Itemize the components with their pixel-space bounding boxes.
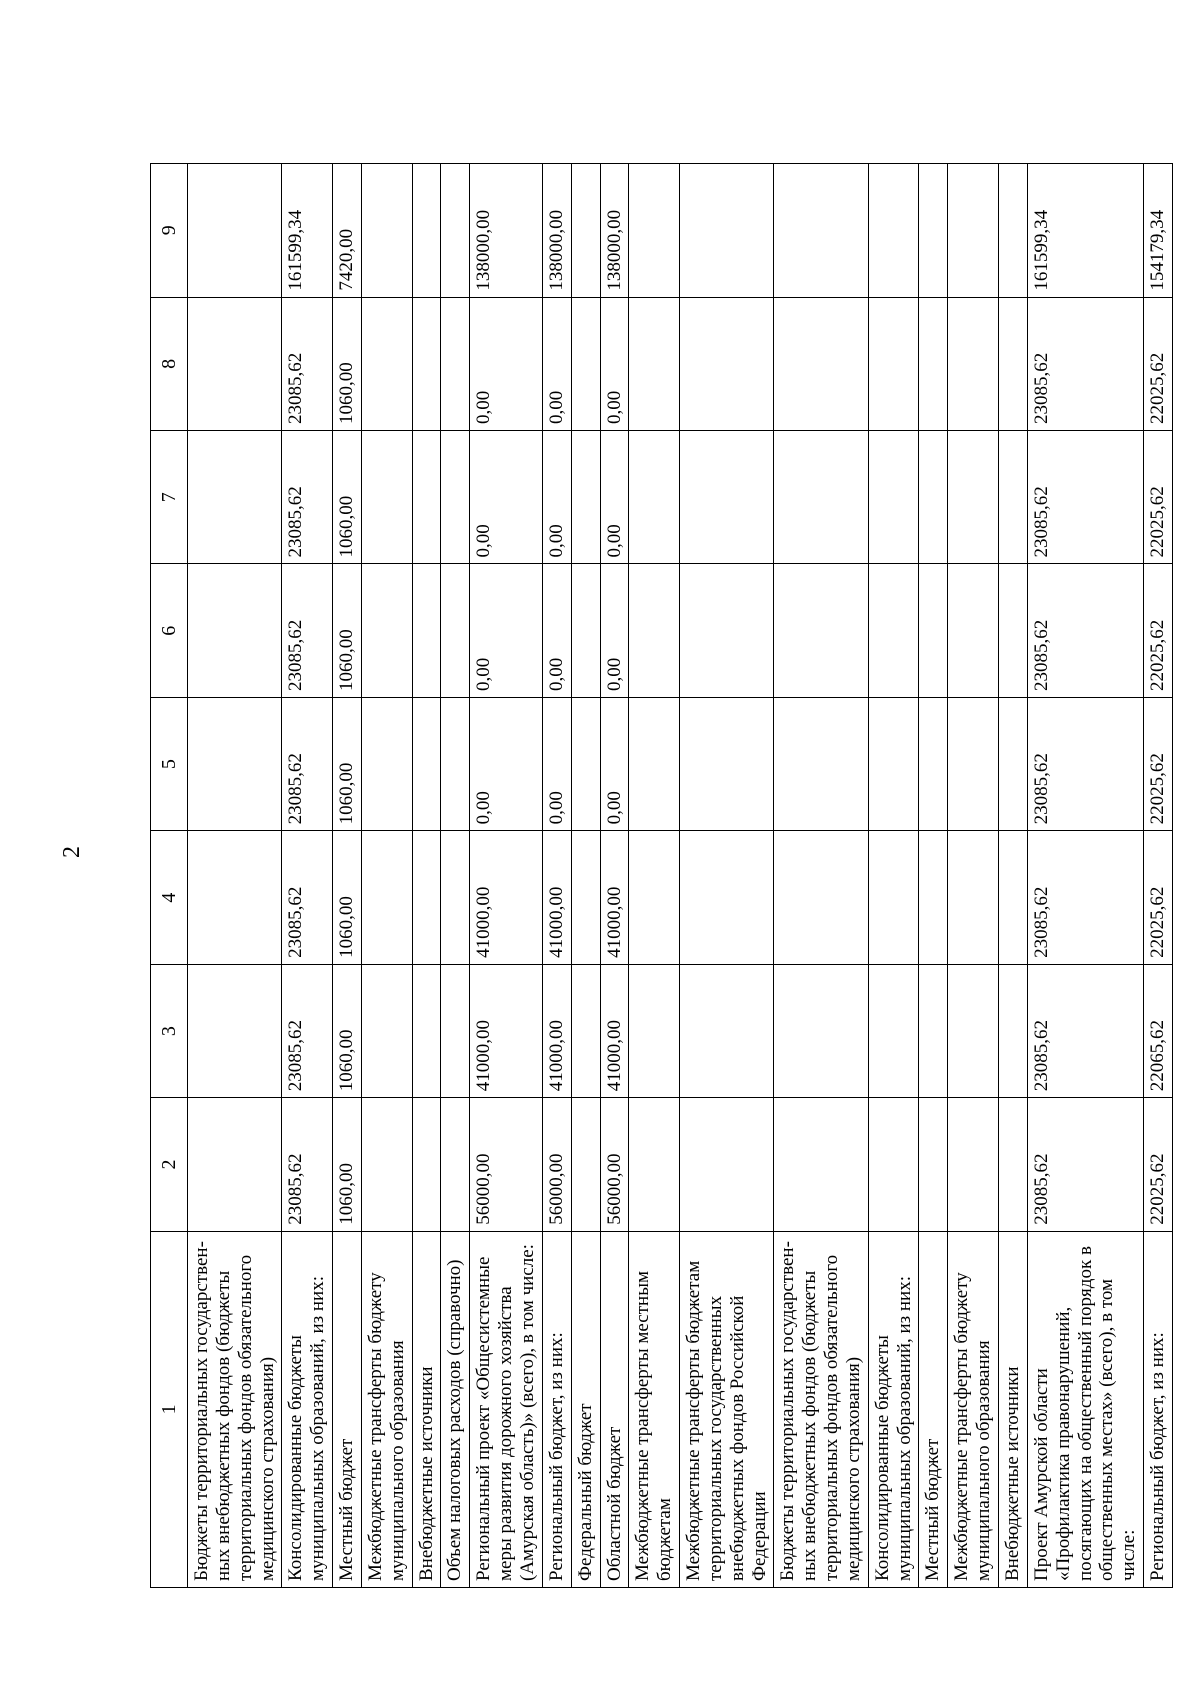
value-cell: 1060,00 <box>333 431 362 564</box>
table-row <box>948 164 999 1588</box>
value-cell <box>629 831 680 964</box>
value-cell: 22025,62 <box>1144 831 1173 964</box>
value-cell <box>441 697 470 830</box>
table-row <box>188 164 282 1588</box>
value-cell: 23085,62 <box>282 564 333 697</box>
value-cell <box>412 164 441 298</box>
value-cell: 161599,34 <box>1027 164 1143 298</box>
value-cell: 41000,00 <box>470 831 543 964</box>
table-row <box>412 164 441 1588</box>
value-cell: 41000,00 <box>542 964 571 1097</box>
value-cell: 41000,00 <box>542 831 571 964</box>
value-cell: 56000,00 <box>600 1098 629 1231</box>
value-cell <box>629 1098 680 1231</box>
value-cell <box>571 697 600 830</box>
value-cell <box>188 297 282 430</box>
value-cell: 0,00 <box>470 431 543 564</box>
value-cell <box>629 564 680 697</box>
value-cell <box>361 1098 412 1231</box>
value-cell <box>919 297 948 430</box>
value-cell: 23085,62 <box>282 1098 333 1231</box>
value-cell: 22025,62 <box>1144 697 1173 830</box>
column-header-9: 9 <box>151 164 188 298</box>
value-cell: 1060,00 <box>333 1098 362 1231</box>
table-row <box>999 164 1028 1588</box>
value-cell <box>868 697 919 830</box>
value-cell: 1060,00 <box>333 564 362 697</box>
value-cell <box>361 297 412 430</box>
value-cell: 138000,00 <box>600 164 629 298</box>
value-cell <box>361 831 412 964</box>
row-label: Внебюджетные источники <box>412 1231 441 1587</box>
table-body <box>188 164 1173 1588</box>
value-cell <box>919 431 948 564</box>
value-cell <box>188 164 282 298</box>
value-cell <box>868 1098 919 1231</box>
row-label: Консолидированные бюджеты муниципальных образований, из них: <box>282 1231 333 1587</box>
row-label: Проект Амурской области «Профилактика правонарушений, посягающих на общественный порядок в общественных местах» (всего), в том числе: <box>1027 1231 1143 1587</box>
value-cell <box>999 697 1028 830</box>
value-cell: 1060,00 <box>333 297 362 430</box>
value-cell: 41000,00 <box>600 964 629 1097</box>
value-cell: 56000,00 <box>470 1098 543 1231</box>
table-row <box>629 164 680 1588</box>
value-cell: 56000,00 <box>542 1098 571 1231</box>
column-header-4: 4 <box>151 831 188 964</box>
table-row <box>1027 164 1143 1588</box>
value-cell <box>999 831 1028 964</box>
value-cell <box>441 1098 470 1231</box>
value-cell: 138000,00 <box>470 164 543 298</box>
value-cell <box>948 431 999 564</box>
value-cell: 0,00 <box>542 297 571 430</box>
value-cell <box>948 164 999 298</box>
row-label: Федеральный бюджет <box>571 1231 600 1587</box>
value-cell <box>948 964 999 1097</box>
value-cell: 22025,62 <box>1144 431 1173 564</box>
value-cell <box>188 831 282 964</box>
row-label: Бюджеты территориальных государствен-ных внебюджетных фондов (бюджеты территориальных фондов обязательного медицинского страхования) <box>774 1231 868 1587</box>
value-cell: 23085,62 <box>1027 297 1143 430</box>
column-header-3: 3 <box>151 964 188 1097</box>
value-cell: 0,00 <box>600 431 629 564</box>
value-cell: 23085,62 <box>282 297 333 430</box>
table-row <box>441 164 470 1588</box>
value-cell <box>571 164 600 298</box>
row-label: Межбюджетные трансферты бюджетам территориальных государственных внебюджетных фондов Российской Федерации <box>680 1231 774 1587</box>
value-cell: 0,00 <box>600 564 629 697</box>
value-cell <box>868 831 919 964</box>
table-row <box>868 164 919 1588</box>
value-cell <box>441 297 470 430</box>
value-cell: 41000,00 <box>600 831 629 964</box>
value-cell <box>774 831 868 964</box>
table-row <box>571 164 600 1588</box>
value-cell <box>868 297 919 430</box>
value-cell <box>999 297 1028 430</box>
value-cell: 23085,62 <box>1027 1098 1143 1231</box>
value-cell: 0,00 <box>470 297 543 430</box>
table-row <box>333 164 362 1588</box>
value-cell <box>680 697 774 830</box>
row-label: Внебюджетные источники <box>999 1231 1028 1587</box>
value-cell <box>571 564 600 697</box>
value-cell: 22025,62 <box>1144 1098 1173 1231</box>
value-cell: 0,00 <box>600 697 629 830</box>
value-cell: 41000,00 <box>470 964 543 1097</box>
value-cell <box>919 1098 948 1231</box>
value-cell <box>188 431 282 564</box>
page-number: 2 <box>59 846 85 858</box>
column-header-6: 6 <box>151 564 188 697</box>
column-header-8: 8 <box>151 297 188 430</box>
value-cell <box>361 564 412 697</box>
value-cell <box>188 697 282 830</box>
column-header-2: 2 <box>151 1098 188 1231</box>
value-cell <box>629 297 680 430</box>
value-cell <box>441 831 470 964</box>
value-cell: 0,00 <box>542 431 571 564</box>
column-header-5: 5 <box>151 697 188 830</box>
row-label: Межбюджетные трансферты бюджету муниципального образования <box>361 1231 412 1587</box>
value-cell <box>919 964 948 1097</box>
row-label: Местный бюджет <box>919 1231 948 1587</box>
value-cell <box>948 1098 999 1231</box>
value-cell <box>412 697 441 830</box>
value-cell <box>774 564 868 697</box>
table-row <box>774 164 868 1588</box>
row-label: Межбюджетные трансферты бюджету муниципального образования <box>948 1231 999 1587</box>
value-cell <box>948 697 999 830</box>
value-cell <box>412 1098 441 1231</box>
value-cell <box>629 964 680 1097</box>
row-label: Областной бюджет <box>600 1231 629 1587</box>
value-cell: 1060,00 <box>333 964 362 1097</box>
table-row <box>361 164 412 1588</box>
value-cell: 0,00 <box>470 564 543 697</box>
value-cell <box>919 564 948 697</box>
value-cell <box>868 431 919 564</box>
value-cell <box>571 1098 600 1231</box>
value-cell <box>680 1098 774 1231</box>
value-cell: 22065,62 <box>1144 964 1173 1097</box>
value-cell: 23085,62 <box>1027 564 1143 697</box>
value-cell: 161599,34 <box>282 164 333 298</box>
value-cell <box>919 831 948 964</box>
row-label: Местный бюджет <box>333 1231 362 1587</box>
value-cell <box>361 164 412 298</box>
value-cell <box>629 164 680 298</box>
value-cell: 0,00 <box>470 697 543 830</box>
value-cell <box>680 831 774 964</box>
table-row <box>470 164 543 1588</box>
budget-table <box>150 163 1173 1588</box>
value-cell <box>999 964 1028 1097</box>
row-label: Бюджеты территориальных государствен-ных внебюджетных фондов (бюджеты территориальных фондов обязательного медицинского страхования) <box>188 1231 282 1587</box>
value-cell: 1060,00 <box>333 831 362 964</box>
table-row <box>600 164 629 1588</box>
value-cell <box>188 964 282 1097</box>
budget-table-container <box>150 163 1169 1588</box>
value-cell <box>412 964 441 1097</box>
table-row <box>282 164 333 1588</box>
row-label: Региональный бюджет, из них: <box>1144 1231 1173 1587</box>
value-cell: 1060,00 <box>333 697 362 830</box>
value-cell <box>999 164 1028 298</box>
table-header-row <box>151 164 188 1588</box>
value-cell <box>680 164 774 298</box>
value-cell <box>948 564 999 697</box>
value-cell <box>868 564 919 697</box>
value-cell <box>441 431 470 564</box>
value-cell: 0,00 <box>600 297 629 430</box>
row-label: Межбюджетные трансферты местным бюджетам <box>629 1231 680 1587</box>
value-cell: 22025,62 <box>1144 564 1173 697</box>
row-label: Консолидированные бюджеты муниципальных образований, из них: <box>868 1231 919 1587</box>
value-cell <box>774 697 868 830</box>
value-cell <box>571 831 600 964</box>
table-row <box>919 164 948 1588</box>
value-cell <box>188 564 282 697</box>
value-cell <box>412 431 441 564</box>
row-label: Региональный бюджет, из них: <box>542 1231 571 1587</box>
value-cell: 23085,62 <box>282 831 333 964</box>
value-cell <box>571 297 600 430</box>
value-cell <box>774 1098 868 1231</box>
value-cell <box>774 964 868 1097</box>
value-cell <box>948 297 999 430</box>
value-cell <box>774 164 868 298</box>
value-cell: 138000,00 <box>542 164 571 298</box>
value-cell <box>774 431 868 564</box>
value-cell: 23085,62 <box>282 697 333 830</box>
value-cell <box>441 564 470 697</box>
value-cell: 23085,62 <box>1027 831 1143 964</box>
value-cell <box>999 431 1028 564</box>
value-cell <box>680 431 774 564</box>
column-header-7: 7 <box>151 431 188 564</box>
value-cell: 0,00 <box>542 697 571 830</box>
value-cell <box>999 564 1028 697</box>
value-cell <box>774 297 868 430</box>
value-cell: 0,00 <box>542 564 571 697</box>
value-cell <box>919 697 948 830</box>
value-cell <box>868 964 919 1097</box>
value-cell <box>571 964 600 1097</box>
table-row <box>680 164 774 1588</box>
value-cell <box>441 164 470 298</box>
value-cell <box>361 431 412 564</box>
row-label: Объем налоговых расходов (справочно) <box>441 1231 470 1587</box>
value-cell <box>919 164 948 298</box>
value-cell: 23085,62 <box>282 964 333 1097</box>
value-cell <box>629 431 680 564</box>
table-row <box>542 164 571 1588</box>
value-cell <box>680 297 774 430</box>
value-cell <box>680 964 774 1097</box>
value-cell <box>188 1098 282 1231</box>
value-cell <box>571 431 600 564</box>
value-cell: 7420,00 <box>333 164 362 298</box>
value-cell <box>948 831 999 964</box>
value-cell <box>412 297 441 430</box>
value-cell <box>412 831 441 964</box>
value-cell: 23085,62 <box>282 431 333 564</box>
value-cell <box>361 964 412 1097</box>
row-label: Региональный проект «Общесистемные меры развития дорожного хозяйства (Амурская область)» (всего), в том числе: <box>470 1231 543 1587</box>
value-cell: 23085,62 <box>1027 964 1143 1097</box>
column-header-1: 1 <box>151 1231 188 1587</box>
value-cell <box>412 564 441 697</box>
value-cell <box>999 1098 1028 1231</box>
value-cell: 22025,62 <box>1144 297 1173 430</box>
value-cell <box>361 697 412 830</box>
value-cell <box>441 964 470 1097</box>
value-cell <box>680 564 774 697</box>
value-cell: 23085,62 <box>1027 431 1143 564</box>
value-cell <box>868 164 919 298</box>
value-cell: 23085,62 <box>1027 697 1143 830</box>
value-cell <box>629 697 680 830</box>
table-row <box>1144 164 1173 1588</box>
value-cell: 154179,34 <box>1144 164 1173 298</box>
